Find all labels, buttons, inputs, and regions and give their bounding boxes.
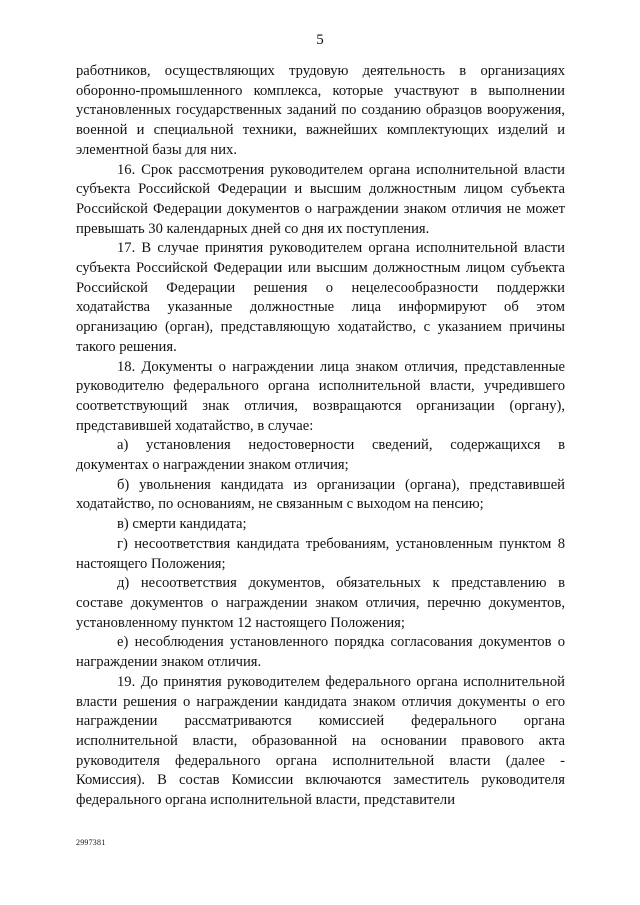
paragraph-18: 18. Документы о награждении лица знаком отличия, представленные руководителю федерального органа исполнительной власти, учредившего соответствующий знак отличия, возвращаются организации (органу), представившей ходатайство, в случае: [76, 358, 565, 434]
paragraph-19: 19. До принятия руководителем федерального органа исполнительной власти решения о награждении кандидата знаком отличия документы о его награждении рассматриваются комиссией федерального органа исполнительной власти, образованной на основании правового акта руководителя федерального органа исполнительной власти (далее - Комиссия). В состав Комиссии включаются заместитель руководителя федерального органа исполнительной власти, представители [76, 673, 565, 809]
subitem-b: б) увольнения кандидата из организации (органа), представившей ходатайство, по основаниям, не связанным с выходом на пенсию; [76, 476, 565, 513]
paragraph-continuation: работников, осуществляющих трудовую деятельность в организациях оборонно-промышленного комплекса, которые участвуют в выполнении установленных государственных заданий по созданию образцов вооружения, военной и специальной техники, важнейших комплектующих изделий и элементной базы для них. [76, 63, 565, 158]
paragraph-16: 16. Срок рассмотрения руководителем органа исполнительной власти субъекта Российской Федерации и высшим должностным лицом субъекта Российской Федерации документов о награждении знаком отличия не может превышать 30 календарных дней со дня их поступления. [76, 161, 565, 237]
document-code: 2997381 [76, 838, 106, 847]
body-text [76, 62, 565, 811]
page-number: 5 [316, 32, 324, 48]
subitem-g: г) несоответствия кандидата требованиям, установленным пунктом 8 настоящего Положения; [76, 535, 565, 572]
subitem-e: е) несоблюдения установленного порядка согласования документов о награждении знаком отличия. [76, 634, 565, 671]
subitem-d: д) несоответствия документов, обязательных к представлению в составе документов о награждении знаком отличия, перечню документов, установленному пунктом 12 настоящего Положения; [76, 575, 565, 631]
subitem-a: а) установления недостоверности сведений, содержащихся в документах о награждении знаком отличия; [76, 437, 565, 474]
subitem-v: в) смерти кандидата; [117, 516, 247, 533]
paragraph-17: 17. В случае принятия руководителем органа исполнительной власти субъекта Российской Федерации или высшим должностным лицом субъекта Российской Федерации решения о нецелесообразности поддержки ходатайства указанные должностные лица информируют об этом организацию (орган), представляющую ходатайство, с указанием причины такого решения. [76, 240, 565, 355]
